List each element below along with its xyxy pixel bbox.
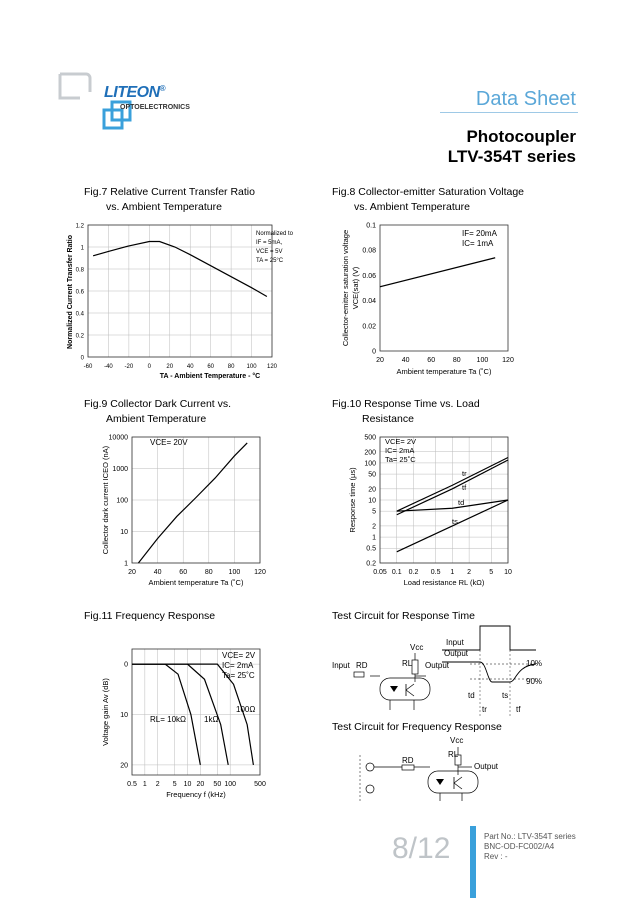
input-label: Input xyxy=(332,661,350,670)
fig11-y-axis-label: Voltage gain Av (dB) xyxy=(101,678,110,746)
wave-input-label: Input xyxy=(446,638,464,647)
fig10-x-tick-label: 5 xyxy=(489,569,494,576)
fig9-x-tick-label: 40 xyxy=(153,569,162,576)
fig10-note-line: IC= 2mA xyxy=(385,446,415,455)
fig9-y-tick-label: 10000 xyxy=(108,434,128,442)
pct10-label: 10% xyxy=(526,659,543,668)
frequency-circuit xyxy=(330,735,620,805)
fig8-y-tick-label: 0.04 xyxy=(362,298,376,306)
fig10-x-tick-label: 0.05 xyxy=(373,569,387,576)
fig7-x-tick-label: 0 xyxy=(147,364,152,370)
fig7-y-tick-label: 0.2 xyxy=(75,333,84,340)
fig11-note-line: VCE= 2V xyxy=(222,651,256,660)
fig10-title: Fig.10 Response Time vs. Load Resistance xyxy=(332,398,480,425)
frequency-circuit-title: Test Circuit for Frequency Response xyxy=(332,721,502,733)
fig7-y-axis-label: Normalized Current Transfer Ratio xyxy=(67,235,74,349)
fig7-x-tick-label: 120 xyxy=(266,364,278,370)
part-number: Part No.: LTV-354T series xyxy=(484,832,576,841)
fig8-y-axis-label-1: Collector-emitter saturation voltage xyxy=(341,229,350,347)
fig7-y-tick-label: 1 xyxy=(80,245,84,252)
rd-label: RD xyxy=(356,661,368,670)
fig8-y-tick-label: 0.06 xyxy=(362,272,376,280)
fig9-series-line-0 xyxy=(138,443,247,563)
rl-label: RL xyxy=(402,659,413,668)
fig10-y-tick-label: 10 xyxy=(368,497,376,505)
fig9-x-axis-label: Ambient temperature Ta (˚C) xyxy=(148,578,244,587)
vcc-label: Vcc xyxy=(410,643,424,652)
fig11-y-tick-label: 10 xyxy=(120,712,128,720)
fig11-x-tick-label: 100 xyxy=(224,781,237,788)
fig8-y-tick-label: 0.1 xyxy=(366,222,376,230)
fig10-curve-label: ts xyxy=(452,517,458,526)
fig7-x-tick-label: -40 xyxy=(104,364,113,370)
fig8-x-tick-label: 120 xyxy=(502,357,514,364)
fig10-x-tick-label: 0.1 xyxy=(391,569,402,576)
doc-number: BNC-OD-FC002/A4 xyxy=(484,842,555,851)
fig9-x-tick-label: 100 xyxy=(228,569,241,576)
fig11-y-tick-label: 0 xyxy=(124,661,128,669)
fig7-x-tick-label: -60 xyxy=(83,364,93,370)
fig11-x-tick-label: 5 xyxy=(172,781,177,788)
rd-resistor-icon xyxy=(354,672,364,677)
freq-optocoupler-icon xyxy=(428,771,478,793)
fig7-y-tick-label: 0 xyxy=(80,355,84,362)
response-circuit-title: Test Circuit for Response Time xyxy=(332,610,475,622)
fig10-y-tick-label: 1 xyxy=(372,534,376,542)
fig11-title: Fig.11 Frequency Response xyxy=(84,610,216,622)
fig10-x-tick-label: 1 xyxy=(450,569,455,576)
fig11-curve-label: 1kΩ xyxy=(204,715,219,724)
fig10-note-line: VCE= 2V xyxy=(385,437,417,446)
fig7-y-tick-label: 1.2 xyxy=(75,223,84,230)
fig10-y-tick-label: 0.2 xyxy=(366,560,376,568)
fig11-x-tick-label: 1 xyxy=(142,781,147,788)
fig7-y-tick-label: 0.8 xyxy=(75,267,84,274)
fig8-y-axis-label-2: VCE(sat) (V) xyxy=(351,266,360,310)
output-label: Output xyxy=(425,661,450,670)
fig9-x-tick-label: 80 xyxy=(204,569,213,576)
fig10-curve-label: tr xyxy=(462,469,467,478)
fig9-x-tick-label: 60 xyxy=(179,569,188,576)
fig10-curve-label: tf xyxy=(462,483,467,492)
freq-rd-label: RD xyxy=(402,756,414,765)
fig10-y-tick-label: 0.5 xyxy=(366,545,376,553)
fig7-note-line: VCE = 5V xyxy=(256,249,283,255)
fig9-y-tick-label: 1 xyxy=(124,560,128,568)
fig7-x-tick-label: 20 xyxy=(166,364,174,370)
freq-vcc-label: Vcc xyxy=(450,736,464,745)
fig7-x-tick-label: 60 xyxy=(207,364,215,370)
fig8-x-tick-label: 60 xyxy=(427,357,436,364)
fig8-x-tick-label: 40 xyxy=(401,357,410,364)
fig7-x-tick-label: 80 xyxy=(227,364,235,370)
fig11-y-tick-label: 20 xyxy=(120,762,128,770)
fig11-x-tick-label: 0.5 xyxy=(127,781,137,788)
tf-label: tf xyxy=(516,705,521,714)
led-icon xyxy=(390,686,398,692)
wave-output-label: Output xyxy=(444,649,469,658)
fig11-curve-label: 100Ω xyxy=(236,705,256,714)
fig8-title: Fig.8 Collector-emitter Saturation Voltage vs. Ambient Temperature xyxy=(332,186,525,213)
rl-resistor-icon xyxy=(412,660,418,674)
fig8-y-tick-label: 0.02 xyxy=(362,323,376,331)
output-waveform xyxy=(442,662,536,682)
fig8-y-tick-label: 0.08 xyxy=(362,247,376,255)
fig11-x-tick-label: 2 xyxy=(155,781,160,788)
fig10-y-tick-label: 200 xyxy=(364,449,376,457)
fig11-curve-label: RL= 10kΩ xyxy=(150,715,186,724)
footer-info xyxy=(484,832,576,862)
fig7-x-tick-label: 40 xyxy=(186,364,194,370)
fig8-note-line: IC= 1mA xyxy=(462,239,494,248)
fig8-x-tick-label: 80 xyxy=(452,357,461,364)
freq-rl-label: RL xyxy=(448,750,459,759)
fig10-x-axis-label: Load resistance RL (kΩ) xyxy=(403,578,485,587)
fig10-y-tick-label: 20 xyxy=(368,486,376,494)
fig11-x-tick-label: 500 xyxy=(254,781,266,788)
fig8-note-line: IF= 20mA xyxy=(462,229,497,238)
fig11-x-tick-label: 10 xyxy=(183,781,192,788)
fig10-y-tick-label: 100 xyxy=(364,460,376,468)
logo-brand: LITEON xyxy=(104,84,160,101)
ts-label: ts xyxy=(502,691,509,700)
fig11-x-tick-label: 50 xyxy=(213,781,222,788)
bias-source-icon xyxy=(366,785,374,793)
fig10-x-tick-label: 2 xyxy=(467,569,472,576)
fig9-y-tick-label: 10 xyxy=(120,529,128,536)
tr-label: tr xyxy=(482,705,487,714)
fig7-x-axis-label: TA - Ambient Temperature - °C xyxy=(159,373,261,380)
fig9-title: Fig.9 Collector Dark Current vs. Ambient Temperature xyxy=(84,398,232,425)
product-title: Photocoupler xyxy=(466,127,576,146)
fig7-x-tick-label: 100 xyxy=(246,364,257,370)
signal-source-icon xyxy=(366,763,374,771)
revision: Rev : - xyxy=(484,852,508,861)
fig7-x-tick-label: -20 xyxy=(124,364,134,370)
fig10-note-line: Ta= 25˚C xyxy=(385,455,416,464)
page-number: 8/12 xyxy=(392,832,451,865)
footer-accent-bar xyxy=(470,826,476,898)
fig10-y-tick-label: 2 xyxy=(372,523,376,531)
fig8-y-tick-label: 0 xyxy=(372,348,376,356)
td-label: td xyxy=(468,691,475,700)
fig9-x-tick-label: 20 xyxy=(128,569,136,576)
fig11-x-axis-label: Frequency f (kHz) xyxy=(166,790,226,799)
fig8-series-line-0 xyxy=(380,258,495,287)
fig10-curve-label: td xyxy=(458,498,465,507)
fig10-x-tick-label: 0.5 xyxy=(430,569,441,576)
pct90-label: 90% xyxy=(526,677,543,686)
fig7-y-tick-label: 0.6 xyxy=(75,289,84,296)
fig11-note-line: Ta= 25˚C xyxy=(222,671,255,680)
fig10-y-tick-label: 500 xyxy=(364,434,376,442)
fig8-x-tick-label: 20 xyxy=(376,357,384,364)
fig7-note-line: IF = 5mA, xyxy=(256,240,283,246)
fig10-y-tick-label: 5 xyxy=(372,508,376,516)
fig9-y-axis-label: Collector dark current ICEO (nA) xyxy=(101,445,110,555)
fig9-y-tick-label: 100 xyxy=(116,497,128,505)
fig8-x-axis-label: Ambient temperature Ta (˚C) xyxy=(396,367,492,376)
fig10-x-tick-label: 0.2 xyxy=(408,569,419,576)
fig10-x-tick-label: 10 xyxy=(504,569,512,576)
fig9-y-tick-label: 1000 xyxy=(112,466,128,473)
fig11-x-tick-label: 20 xyxy=(196,781,205,788)
fig9-note: VCE= 20V xyxy=(150,438,188,447)
series-title: LTV-354T series xyxy=(447,147,576,166)
freq-output-label: Output xyxy=(474,762,499,771)
response-circuit xyxy=(330,620,620,720)
fig10-y-axis-label: Response time (μs) xyxy=(348,467,357,533)
doc-type: Data Sheet xyxy=(475,88,576,110)
fig7-note-line: Normalized to xyxy=(256,231,294,237)
fig10-y-tick-label: 50 xyxy=(368,471,376,479)
fig7-note-line: TA = 25°C xyxy=(256,258,284,264)
fig7-title: Fig.7 Relative Current Transfer Ratio vs. Ambient Temperature xyxy=(84,186,255,213)
fig8-x-tick-label: 100 xyxy=(476,357,489,364)
logo-registered: ® xyxy=(159,84,166,93)
optocoupler-icon xyxy=(380,678,430,700)
fig7-y-tick-label: 0.4 xyxy=(75,311,84,318)
fig9-x-tick-label: 120 xyxy=(254,569,266,576)
fig11-note-line: IC= 2mA xyxy=(222,661,254,670)
logo-subtitle: OPTOELECTRONICS xyxy=(120,104,190,111)
